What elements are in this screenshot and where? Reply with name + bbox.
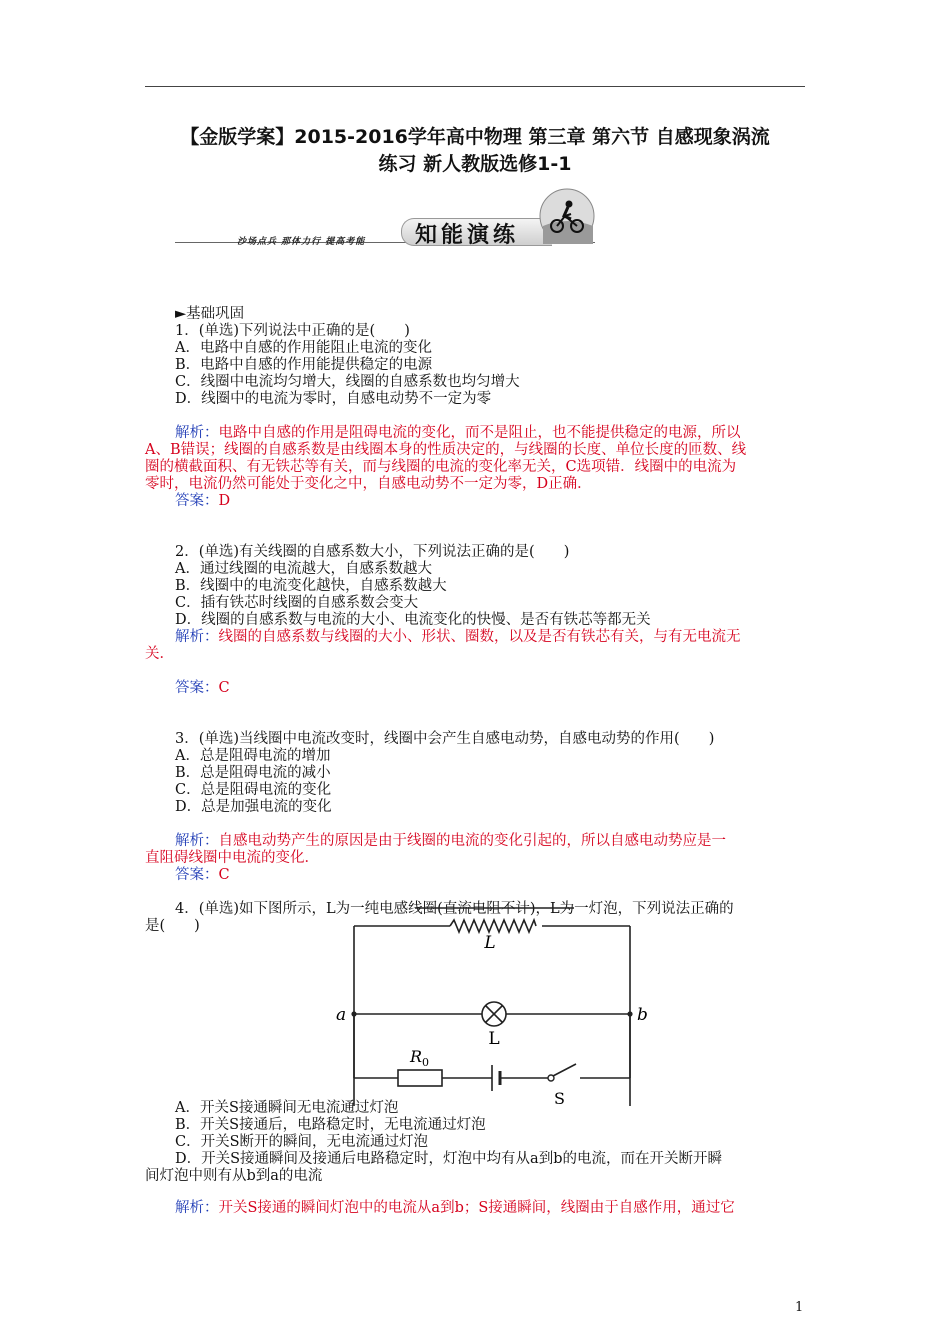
banner-caption: 知能演练: [415, 222, 520, 248]
title-line-1: 【金版学案】2015-2016学年高中物理 第三章 第六节 自感现象涡流: [180, 126, 770, 148]
q4-option-d-line-2: 间灯泡中则有从b到a的电流: [145, 1168, 323, 1184]
document-title: [130, 124, 820, 178]
q2-explanation-line-1: 解析：线圈的自感系数与线圈的大小、形状、圈数，以及是否有铁芯有关，与有无电流无: [175, 629, 741, 645]
q1-explain-label: 解析：: [175, 425, 219, 441]
inductor-coil: [450, 920, 536, 932]
q4-stem-line-2: 是( ): [145, 918, 200, 934]
q3-answer: 答案：C: [175, 867, 230, 883]
q3-explanation-line-1: 解析：自感电动势产生的原因是由于线圈的电流的变化引起的，所以自感电动势应是一: [175, 833, 726, 849]
lamp-icon: [482, 1002, 506, 1026]
q2-explanation-line-2: 关．: [145, 646, 174, 662]
header-rule: [145, 86, 805, 87]
q4-option-b: B．开关S接通后，电路稳定时，无电流通过灯泡: [175, 1117, 486, 1133]
q1-option-d: D．线圈中的电流为零时，自感电动势不一定为零: [175, 391, 492, 407]
q4-option-c: C．开关S断开的瞬间，无电流通过灯泡: [175, 1134, 429, 1150]
q3-option-c: C．总是阻碍电流的变化: [175, 782, 332, 798]
node-a-label: a: [336, 1005, 347, 1025]
q1-answer: 答案：D: [175, 493, 231, 509]
q2-stem: 2．(单选)有关线圈的自感系数大小，下列说法正确的是( ): [175, 544, 570, 560]
q4-explain-label: 解析：: [175, 1200, 219, 1216]
q2-option-d: D．线圈的自感系数与电流的大小、电流变化的快慢、是否有铁芯等都无关: [175, 612, 651, 628]
q3-option-a: A．总是阻碍电流的增加: [175, 748, 331, 764]
section-banner: [175, 184, 595, 254]
circuit-diagram: [330, 900, 660, 1110]
q3-stem: 3．(单选)当线圈中电流改变时，线圈中会产生自感电动势，自感电动势的作用( ): [175, 731, 715, 747]
q1-explanation-line-4: 零时，电流仍然可能处于变化之中，自感电动势不一定为零，D正确．: [145, 476, 592, 492]
q1-explanation-line-2: A、B错误；线圈的自感系数是由线圈本身的性质决定的，与线圈的长度、单位长度的匝数、线: [145, 442, 747, 458]
lamp-label: L: [488, 1029, 500, 1049]
q2-option-b: B．线圈中的电流变化越快，自感系数越大: [175, 578, 447, 594]
section-heading: ►基础巩固: [175, 306, 245, 322]
q4-explanation-line: 开关S接通的瞬间灯泡中的电流从a到b；S接通瞬间，线圈由于自感作用，通过它: [218, 1200, 735, 1216]
resistor-r0: [398, 1070, 442, 1086]
question-list: [145, 306, 807, 935]
q1-option-b: B．电路中自感的作用能提供稳定的电源: [175, 357, 433, 373]
q1-option-a: A．电路中自感的作用能阻止电流的变化: [175, 340, 432, 356]
q3-explanation-line-2: 直阻碍线圈中电流的变化．: [145, 850, 319, 866]
q1-explanation-line-3: 圈的横截面积、有无铁芯等有关，而与线圈的电流的变化率无关，C选项错．线圈中的电流为: [145, 459, 737, 475]
q2-option-a: A．通过线圈的电流越大，自感系数越大: [175, 561, 432, 577]
switch-label: S: [554, 1089, 565, 1108]
banner-slogan: 沙场点兵 那体力行 提高考能: [237, 237, 366, 247]
inductor-label: L: [484, 933, 496, 953]
cyclist-icon: [535, 186, 595, 244]
q4-options: [145, 1100, 807, 1185]
q1-option-c: C．线圈中电流均匀增大，线圈的自感系数也均匀增大: [175, 374, 520, 390]
page-number: 1: [795, 1300, 804, 1315]
q2-answer: 答案：C: [175, 680, 230, 696]
q1-stem: 1．(单选)下列说法中正确的是( ): [175, 323, 410, 339]
q4-stem-line-1: 4．(单选)如下图所示，L为一纯电感线圈(直流电阻不计)，L为一灯泡，下列说法正确的: [175, 901, 734, 917]
q4-option-a: A．开关S接通瞬间无电流通过灯泡: [175, 1100, 399, 1116]
q1-explanation-line-1: 解析：电路中自感的作用是阻碍电流的变化，而不是阻止，也不能提供稳定的电源，所以: [175, 425, 741, 441]
switch-blade: [553, 1064, 576, 1076]
q2-option-c: C．插有铁芯时线圈的自感系数会变大: [175, 595, 419, 611]
title-line-2: 练习 新人教版选修1-1: [378, 153, 572, 175]
q4-explanation: [175, 1200, 815, 1217]
q4-option-d-line-1: D．开关S接通瞬间及接通后电路稳定时，灯泡中均有从a到b的电流，而在开关断开瞬: [175, 1151, 722, 1167]
q3-option-d: D．总是加强电流的变化: [175, 799, 332, 815]
node-b-label: b: [637, 1005, 648, 1025]
q3-option-b: B．总是阻碍电流的减小: [175, 765, 331, 781]
resistor-label: $R_0$: [410, 1047, 430, 1069]
